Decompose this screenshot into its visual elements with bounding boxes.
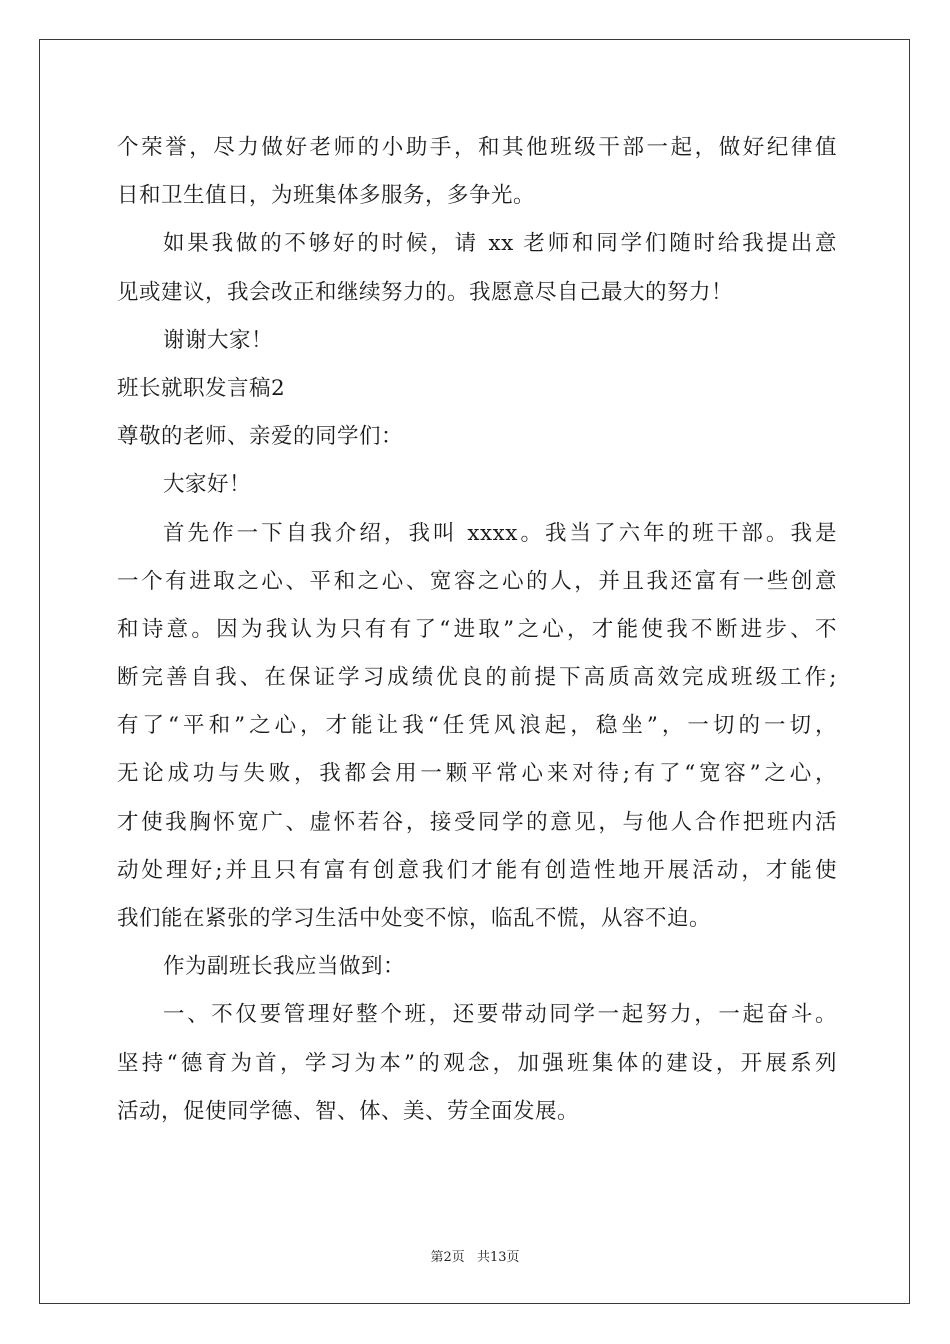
text-line: 坚持“德育为首，学习为本”的观念，加强班集体的建设，开展系列 xyxy=(117,1050,837,1076)
text-line: 一、不仅要管理好整个班，还要带动同学一起努力，一起奋斗。 xyxy=(163,1002,837,1028)
page-footer xyxy=(0,1246,950,1265)
section-heading: 班长就职发言稿2 xyxy=(117,375,286,401)
text-line: 才使我胸怀宽广、虚怀若谷，接受同学的意见，与他人合作把班内活 xyxy=(117,809,837,835)
text-line: 一个有进取之心、平和之心、宽容之心的人，并且我还富有一些创意 xyxy=(117,568,837,594)
text-line: 见或建议，我会改正和继续努力的。我愿意尽自己最大的努力！ xyxy=(117,279,734,305)
text-line: 我们能在紧张的学习生活中处变不惊，临乱不慌，从容不迫。 xyxy=(117,906,712,931)
text-line: 动处理好;并且只有富有创意我们才能有创造性地开展活动，才能使 xyxy=(117,857,837,883)
text-line: 有了“平和”之心，才能让我“任凭风浪起，稳坐”，一切的一切， xyxy=(117,713,837,739)
text-line: 作为副班长我应当做到： xyxy=(163,954,406,980)
text-line: 和诗意。因为我认为只有有了“进取”之心，才能使我不断进步、不 xyxy=(117,616,837,642)
text-line: 日和卫生值日，为班集体多服务，多争光。 xyxy=(117,183,536,209)
text-line: 谢谢大家！ xyxy=(163,327,274,353)
text-line: 如果我做的不够好的时候，请 xx 老师和同学们随时给我提出意 xyxy=(163,231,837,257)
text-line: 活动，促使同学德、智、体、美、劳全面发展。 xyxy=(117,1098,580,1124)
text-line: 无论成功与失败，我都会用一颗平常心来对待;有了“宽容”之心， xyxy=(117,761,837,787)
document-body xyxy=(117,124,837,1136)
page-number: 第2页 xyxy=(430,1250,465,1265)
text-line: 首先作一下自我介绍，我叫 xxxx。我当了六年的班干部。我是 xyxy=(163,520,837,546)
page-total: 共13页 xyxy=(476,1250,520,1265)
greeting: 大家好！ xyxy=(163,472,252,498)
text-line: 个荣誉，尽力做好老师的小助手，和其他班级干部一起，做好纪律值 xyxy=(117,135,837,160)
text-line: 断完善自我、在保证学习成绩优良的前提下高质高效完成班级工作; xyxy=(117,665,837,691)
salutation: 尊敬的老师、亲爱的同学们： xyxy=(117,424,404,450)
